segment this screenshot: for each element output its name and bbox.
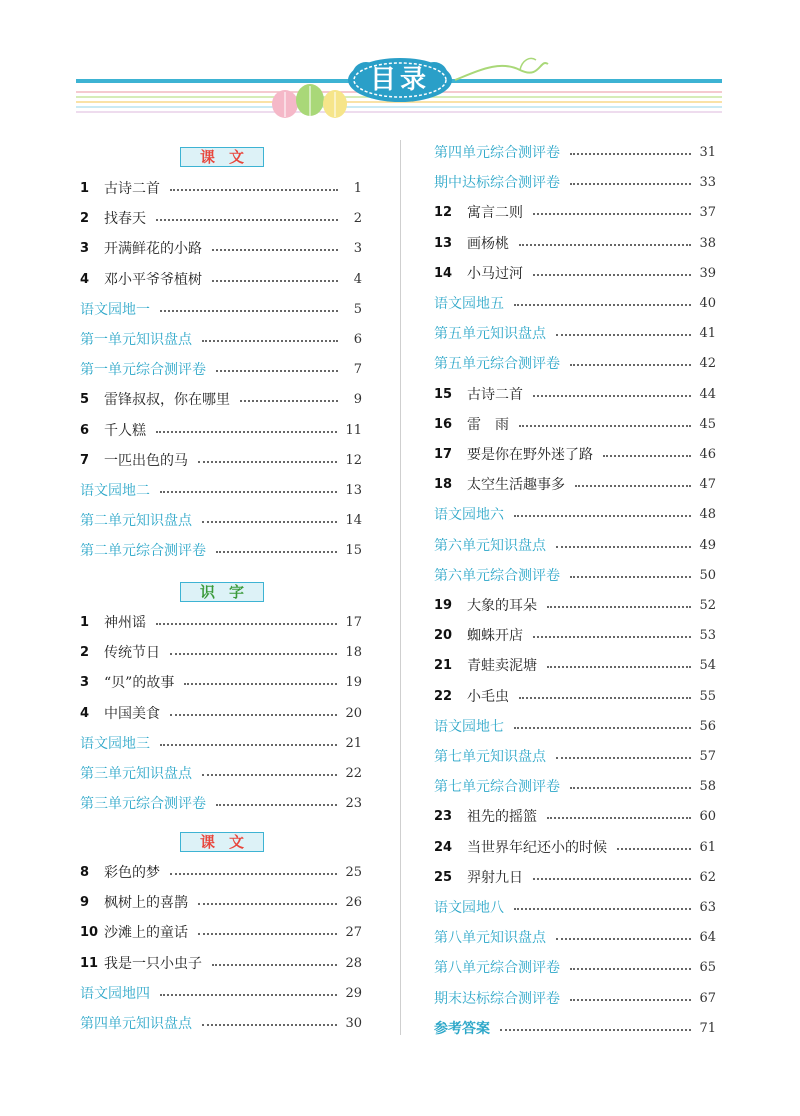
- entry-title: 语文园地六: [434, 507, 504, 523]
- section-heading-kewen-2: 课文: [180, 832, 264, 852]
- entry-title: 语文园地七: [434, 719, 504, 735]
- toc-entry[interactable]: [80, 505, 362, 535]
- dot-leader: [216, 551, 337, 553]
- toc-entry[interactable]: [434, 801, 716, 831]
- entry-title: 古诗二首: [467, 387, 523, 403]
- entry-page-number: 30: [345, 1015, 362, 1031]
- dot-leader: [156, 431, 337, 433]
- entry-page-number: 57: [699, 748, 716, 764]
- toc-entry[interactable]: [80, 415, 362, 445]
- entry-page-number: 3: [353, 240, 362, 256]
- dot-leader: [514, 727, 691, 729]
- entry-title: 第七单元知识盘点: [434, 749, 546, 765]
- entry-page-number: 47: [699, 476, 716, 492]
- entry-page-number: 58: [699, 778, 716, 794]
- entry-title: 期末达标综合测评卷: [434, 991, 560, 1007]
- toc-entry[interactable]: [434, 379, 716, 409]
- entry-number: 2: [80, 210, 90, 226]
- entry-page-number: 25: [345, 864, 362, 880]
- entry-title: 彩色的梦: [104, 865, 160, 881]
- entry-number: 16: [434, 416, 453, 432]
- dot-leader: [533, 213, 691, 215]
- entry-number: 20: [434, 627, 453, 643]
- dot-leader: [202, 340, 338, 342]
- toc-entry[interactable]: [434, 741, 716, 771]
- entry-page-number: 33: [699, 174, 716, 190]
- toc-entry[interactable]: [434, 258, 716, 288]
- entry-title: 枫树上的喜鹊: [104, 895, 188, 911]
- dot-leader: [160, 310, 338, 312]
- entry-title: 神州谣: [104, 615, 146, 631]
- entry-title: 找春天: [104, 211, 146, 227]
- dot-leader: [533, 636, 691, 638]
- entry-number: 23: [434, 808, 453, 824]
- entry-number: 21: [434, 657, 453, 673]
- toc-entry[interactable]: [80, 203, 362, 233]
- toc-entry[interactable]: [434, 560, 716, 590]
- toc-entry[interactable]: [434, 197, 716, 227]
- entry-page-number: 64: [699, 929, 716, 945]
- entry-title: 第八单元知识盘点: [434, 930, 546, 946]
- toc-entry[interactable]: [80, 857, 362, 887]
- toc-entry[interactable]: [434, 167, 716, 197]
- dot-leader: [533, 395, 691, 397]
- entry-title: 小毛虫: [467, 689, 509, 705]
- dot-leader: [202, 521, 337, 523]
- entry-page-number: 61: [699, 839, 716, 855]
- entry-number: 11: [80, 955, 99, 971]
- entry-page-number: 40: [699, 295, 716, 311]
- dot-leader: [570, 999, 691, 1001]
- entry-title: 第八单元综合测评卷: [434, 960, 560, 976]
- entry-title: 语文园地八: [434, 900, 504, 916]
- entry-title: 我是一只小虫子: [104, 956, 202, 972]
- entry-page-number: 38: [699, 235, 716, 251]
- toc-entry[interactable]: [434, 137, 716, 167]
- dot-leader: [547, 666, 691, 668]
- toc-entry[interactable]: [80, 173, 362, 203]
- entry-title: 雷 雨: [467, 417, 509, 433]
- entry-title: 祖先的摇篮: [467, 809, 537, 825]
- toc-entry[interactable]: [434, 409, 716, 439]
- toc-entry[interactable]: [434, 892, 716, 922]
- entry-page-number: 49: [699, 537, 716, 553]
- entry-page-number: 63: [699, 899, 716, 915]
- entry-number: 4: [80, 271, 90, 287]
- entry-title: 语文园地四: [80, 986, 150, 1002]
- dot-leader: [170, 653, 337, 655]
- entry-page-number: 71: [699, 1020, 716, 1036]
- entry-title: 第五单元知识盘点: [434, 326, 546, 342]
- toc-entry[interactable]: [80, 728, 362, 758]
- toc-entry[interactable]: [80, 667, 362, 697]
- entry-page-number: 45: [699, 416, 716, 432]
- toc-entry[interactable]: [434, 590, 716, 620]
- toc-entry[interactable]: [434, 922, 716, 952]
- entry-page-number: 60: [699, 808, 716, 824]
- entry-page-number: 7: [353, 361, 362, 377]
- toc-entry[interactable]: [80, 887, 362, 917]
- dot-leader: [198, 461, 337, 463]
- toc-entry[interactable]: [80, 384, 362, 414]
- entry-title: 寓言二则: [467, 205, 523, 221]
- entry-title: 画杨桃: [467, 236, 509, 252]
- dot-leader: [570, 968, 691, 970]
- entry-title: 大象的耳朵: [467, 598, 537, 614]
- toc-entry[interactable]: [80, 917, 362, 947]
- toc-entry[interactable]: [434, 952, 716, 982]
- entry-page-number: 9: [353, 391, 362, 407]
- entry-page-number: 17: [345, 614, 362, 630]
- toc-entry[interactable]: [434, 650, 716, 680]
- entry-number: 12: [434, 204, 453, 220]
- column-divider: [400, 140, 401, 1035]
- dot-leader: [533, 274, 691, 276]
- dot-leader: [519, 425, 691, 427]
- entry-title: 语文园地二: [80, 483, 150, 499]
- dot-leader: [575, 485, 691, 487]
- dot-leader: [547, 817, 691, 819]
- dot-leader: [570, 364, 691, 366]
- entry-page-number: 11: [345, 422, 362, 438]
- dot-leader: [202, 1024, 337, 1026]
- entry-number: 22: [434, 688, 453, 704]
- dot-leader: [556, 938, 691, 940]
- entry-page-number: 26: [345, 894, 362, 910]
- dot-leader: [514, 304, 691, 306]
- leaf-decoration-icon: [272, 84, 347, 118]
- entry-title: 古诗二首: [104, 181, 160, 197]
- entry-page-number: 55: [699, 688, 716, 704]
- dot-leader: [570, 153, 691, 155]
- entry-title: 期中达标综合测评卷: [434, 175, 560, 191]
- toc-entry[interactable]: [80, 475, 362, 505]
- toc-entry[interactable]: [434, 771, 716, 801]
- entry-title: 要是你在野外迷了路: [467, 447, 593, 463]
- entry-number: 19: [434, 597, 453, 613]
- dot-leader: [160, 491, 337, 493]
- dot-leader: [170, 714, 337, 716]
- entry-title: 参考答案: [434, 1021, 490, 1037]
- entry-number: 5: [80, 391, 90, 407]
- dot-leader: [533, 878, 691, 880]
- entry-number: 25: [434, 869, 453, 885]
- toc-entry[interactable]: [434, 620, 716, 650]
- toc-entry[interactable]: [434, 832, 716, 862]
- entry-title: 语文园地一: [80, 302, 150, 318]
- entry-page-number: 37: [699, 204, 716, 220]
- entry-title: 千人糕: [104, 423, 146, 439]
- entry-page-number: 41: [699, 325, 716, 341]
- toc-entry[interactable]: [80, 264, 362, 294]
- dot-leader: [570, 183, 691, 185]
- section-heading-shizi: 识字: [180, 582, 264, 602]
- entry-title: 第七单元综合测评卷: [434, 779, 560, 795]
- entry-number: 13: [434, 235, 453, 251]
- entry-page-number: 28: [345, 955, 362, 971]
- toc-entry[interactable]: [80, 294, 362, 324]
- entry-page-number: 5: [353, 301, 362, 317]
- entry-title: 第六单元综合测评卷: [434, 568, 560, 584]
- toc-entry[interactable]: [80, 978, 362, 1008]
- entry-page-number: 20: [345, 705, 362, 721]
- dot-leader: [160, 994, 337, 996]
- entry-title: 一匹出色的马: [104, 453, 188, 469]
- toc-entry[interactable]: [80, 758, 362, 788]
- dot-leader: [570, 787, 691, 789]
- entry-page-number: 54: [699, 657, 716, 673]
- entry-title: 第二单元综合测评卷: [80, 543, 206, 559]
- entry-title: 第三单元综合测评卷: [80, 796, 206, 812]
- entry-number: 18: [434, 476, 453, 492]
- section-heading-kewen: 课文: [180, 147, 264, 167]
- dot-leader: [198, 933, 337, 935]
- entry-title: 第三单元知识盘点: [80, 766, 192, 782]
- toc-entry[interactable]: [434, 469, 716, 499]
- dot-leader: [156, 219, 338, 221]
- entry-page-number: 62: [699, 869, 716, 885]
- entry-number: 6: [80, 422, 90, 438]
- entry-title: 蜘蛛开店: [467, 628, 523, 644]
- dot-leader: [617, 848, 691, 850]
- header-banner: [0, 0, 800, 130]
- toc-entry[interactable]: [80, 948, 362, 978]
- dot-leader: [160, 744, 337, 746]
- entry-page-number: 50: [699, 567, 716, 583]
- entry-page-number: 29: [345, 985, 362, 1001]
- toc-entry[interactable]: [80, 1008, 362, 1038]
- toc-entry[interactable]: [80, 324, 362, 354]
- dot-leader: [547, 606, 691, 608]
- entry-title: 青蛙卖泥塘: [467, 658, 537, 674]
- entry-title: 雷锋叔叔，你在哪里: [104, 392, 230, 408]
- entry-number: 9: [80, 894, 90, 910]
- dot-leader: [556, 757, 691, 759]
- entry-number: 7: [80, 452, 90, 468]
- entry-page-number: 6: [353, 331, 362, 347]
- entry-number: 24: [434, 839, 453, 855]
- dot-leader: [519, 244, 691, 246]
- entry-number: 15: [434, 386, 453, 402]
- toc-entry[interactable]: [434, 1013, 716, 1043]
- toc-entry[interactable]: [434, 228, 716, 258]
- entry-page-number: 23: [345, 795, 362, 811]
- toc-entry[interactable]: [434, 983, 716, 1013]
- entry-page-number: 22: [345, 765, 362, 781]
- entry-title: 第六单元知识盘点: [434, 538, 546, 554]
- dot-leader: [603, 455, 691, 457]
- dot-leader: [556, 546, 691, 548]
- dot-leader: [240, 400, 338, 402]
- entry-page-number: 12: [345, 452, 362, 468]
- entry-title: 传统节日: [104, 645, 160, 661]
- dot-leader: [156, 623, 337, 625]
- toc-entry[interactable]: [80, 637, 362, 667]
- entry-number: 14: [434, 265, 453, 281]
- dot-leader: [519, 697, 691, 699]
- entry-title: 第一单元知识盘点: [80, 332, 192, 348]
- toc-entry[interactable]: [80, 354, 362, 384]
- entry-page-number: 42: [699, 355, 716, 371]
- entry-title: 语文园地三: [80, 736, 150, 752]
- dot-leader: [202, 774, 337, 776]
- toc-entry[interactable]: [80, 535, 362, 565]
- dot-leader: [514, 515, 691, 517]
- entry-title: 第一单元综合测评卷: [80, 362, 206, 378]
- entry-title: 当世界年纪还小的时候: [467, 840, 607, 856]
- entry-page-number: 2: [353, 210, 362, 226]
- dot-leader: [170, 873, 337, 875]
- entry-page-number: 27: [345, 924, 362, 940]
- dot-leader: [216, 804, 337, 806]
- toc-entry[interactable]: [80, 698, 362, 728]
- entry-title: 中国美食: [104, 706, 160, 722]
- entry-page-number: 31: [699, 144, 716, 160]
- entry-page-number: 39: [699, 265, 716, 281]
- entry-title: 第四单元综合测评卷: [434, 145, 560, 161]
- entry-title: 第二单元知识盘点: [80, 513, 192, 529]
- toc-entry[interactable]: [434, 439, 716, 469]
- entry-page-number: 4: [353, 271, 362, 287]
- entry-page-number: 18: [345, 644, 362, 660]
- entry-title: 太空生活趣事多: [467, 477, 565, 493]
- entry-title: 沙滩上的童话: [104, 925, 188, 941]
- dot-leader: [556, 334, 691, 336]
- entry-page-number: 65: [699, 959, 716, 975]
- dot-leader: [514, 908, 691, 910]
- toc-entry[interactable]: [434, 348, 716, 378]
- dot-leader: [212, 964, 337, 966]
- dot-leader: [216, 370, 338, 372]
- entry-number: 4: [80, 705, 90, 721]
- dot-leader: [170, 189, 338, 191]
- dot-leader: [500, 1029, 691, 1031]
- toc-entry[interactable]: [80, 607, 362, 637]
- entry-title: 开满鲜花的小路: [104, 241, 202, 257]
- entry-number: 1: [80, 614, 90, 630]
- entry-page-number: 44: [699, 386, 716, 402]
- entry-title: 语文园地五: [434, 296, 504, 312]
- toc-entry[interactable]: [80, 788, 362, 818]
- dot-leader: [184, 683, 337, 685]
- page-title: 目录: [369, 65, 430, 95]
- entry-page-number: 53: [699, 627, 716, 643]
- entry-page-number: 13: [345, 482, 362, 498]
- entry-title: 小马过河: [467, 266, 523, 282]
- entry-number: 3: [80, 240, 90, 256]
- entry-page-number: 56: [699, 718, 716, 734]
- entry-title: 羿射九日: [467, 870, 523, 886]
- entry-number: 2: [80, 644, 90, 660]
- dot-leader: [212, 249, 338, 251]
- entry-number: 10: [80, 924, 99, 940]
- toc-entry[interactable]: [80, 233, 362, 263]
- entry-page-number: 46: [699, 446, 716, 462]
- entry-title: “贝”的故事: [104, 675, 175, 691]
- toc-entry[interactable]: [434, 318, 716, 348]
- entry-page-number: 14: [345, 512, 362, 528]
- toc-entry[interactable]: [434, 681, 716, 711]
- entry-number: 17: [434, 446, 453, 462]
- toc-entry[interactable]: [434, 288, 716, 318]
- entry-number: 3: [80, 674, 90, 690]
- dot-leader: [212, 280, 338, 282]
- toc-entry[interactable]: [434, 499, 716, 529]
- dot-leader: [198, 903, 337, 905]
- toc-entry[interactable]: [434, 530, 716, 560]
- entry-title: 第四单元知识盘点: [80, 1016, 192, 1032]
- dot-leader: [570, 576, 691, 578]
- toc-entry[interactable]: [434, 711, 716, 741]
- entry-page-number: 67: [699, 990, 716, 1006]
- entry-page-number: 15: [345, 542, 362, 558]
- toc-entry[interactable]: [434, 862, 716, 892]
- entry-page-number: 19: [345, 674, 362, 690]
- entry-page-number: 21: [345, 735, 362, 751]
- vine-decoration-icon: [455, 63, 548, 80]
- entry-page-number: 1: [353, 180, 362, 196]
- entry-number: 1: [80, 180, 90, 196]
- entry-page-number: 52: [699, 597, 716, 613]
- entry-title: 邓小平爷爷植树: [104, 272, 202, 288]
- entry-title: 第五单元综合测评卷: [434, 356, 560, 372]
- entry-page-number: 48: [699, 506, 716, 522]
- toc-entry[interactable]: [80, 445, 362, 475]
- entry-number: 8: [80, 864, 90, 880]
